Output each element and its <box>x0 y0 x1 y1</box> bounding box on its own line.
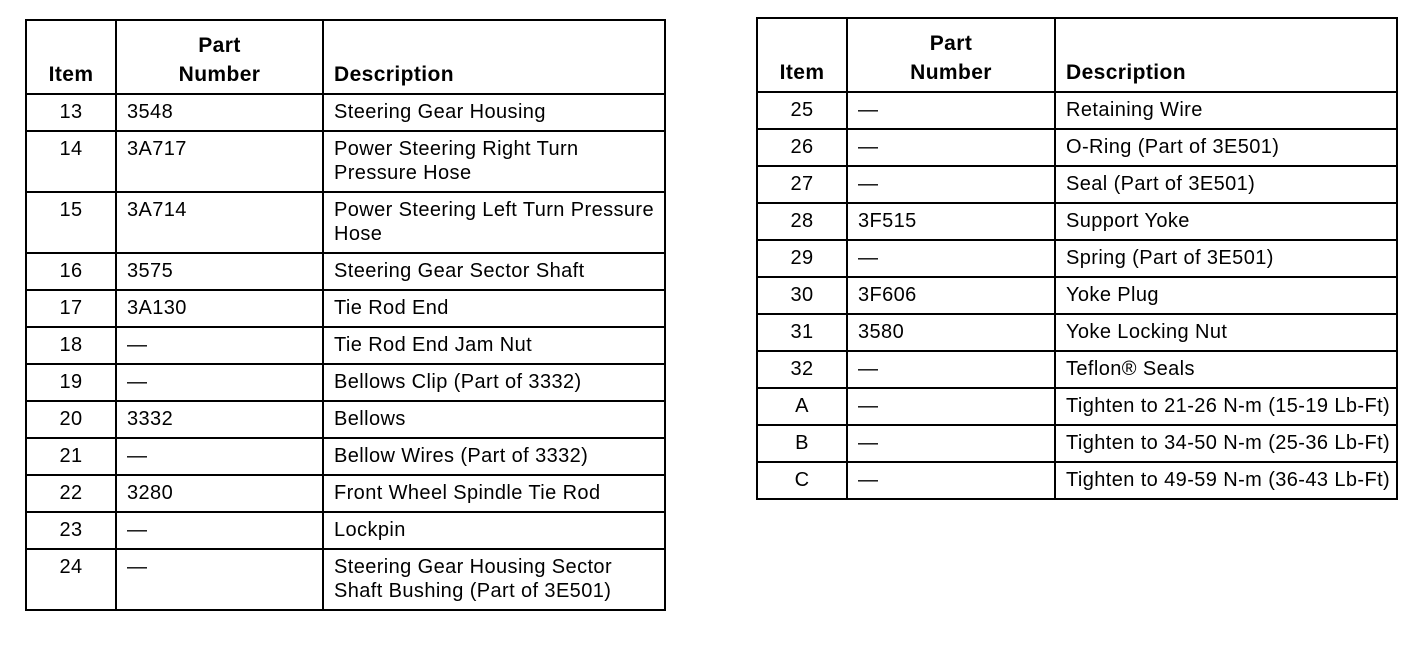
description-cell: Seal (Part of 3E501) <box>1055 166 1397 203</box>
item-cell: 22 <box>26 475 116 512</box>
part-number-cell: — <box>116 438 323 475</box>
table-row <box>757 462 1397 499</box>
description-cell: Support Yoke <box>1055 203 1397 240</box>
description-cell: Tie Rod End <box>323 290 665 327</box>
item-cell: B <box>757 425 847 462</box>
table-row <box>26 327 665 364</box>
item-cell: 24 <box>26 549 116 610</box>
description-cell: Yoke Locking Nut <box>1055 314 1397 351</box>
item-cell: 13 <box>26 94 116 131</box>
part-number-cell: — <box>847 425 1055 462</box>
table-row <box>26 512 665 549</box>
part-number-cell: — <box>847 240 1055 277</box>
part-number-cell: — <box>847 129 1055 166</box>
description-cell: Front Wheel Spindle Tie Rod <box>323 475 665 512</box>
table-row <box>26 401 665 438</box>
description-cell: Steering Gear Sector Shaft <box>323 253 665 290</box>
item-cell: 32 <box>757 351 847 388</box>
item-cell: 18 <box>26 327 116 364</box>
table-row <box>26 253 665 290</box>
header-description: Description <box>323 20 665 94</box>
table-row <box>26 364 665 401</box>
description-cell: Bellows Clip (Part of 3332) <box>323 364 665 401</box>
part-number-cell: 3280 <box>116 475 323 512</box>
header-part-number <box>847 18 1055 92</box>
item-cell: 20 <box>26 401 116 438</box>
description-cell: Power Steering Left Turn Pressure Hose <box>323 192 665 253</box>
item-cell: 26 <box>757 129 847 166</box>
part-number-cell: 3F606 <box>847 277 1055 314</box>
description-cell: Power Steering Right Turn Pressure Hose <box>323 131 665 192</box>
header-row <box>26 20 665 94</box>
header-item: Item <box>26 20 116 94</box>
header-part-number <box>116 20 323 94</box>
table-row <box>757 351 1397 388</box>
part-number-cell: — <box>847 388 1055 425</box>
item-cell: A <box>757 388 847 425</box>
item-cell: 27 <box>757 166 847 203</box>
description-cell: Tighten to 49-59 N-m (36-43 Lb-Ft) <box>1055 462 1397 499</box>
description-cell: Tighten to 34-50 N-m (25-36 Lb-Ft) <box>1055 425 1397 462</box>
item-cell: 25 <box>757 92 847 129</box>
item-cell: 19 <box>26 364 116 401</box>
table-row <box>26 438 665 475</box>
table-row <box>26 475 665 512</box>
part-number-cell: — <box>116 512 323 549</box>
table-row <box>757 240 1397 277</box>
part-number-cell: 3548 <box>116 94 323 131</box>
item-cell: 16 <box>26 253 116 290</box>
parts-table-right <box>756 17 1398 500</box>
item-cell: C <box>757 462 847 499</box>
description-cell: Retaining Wire <box>1055 92 1397 129</box>
header-part-line2: Number <box>178 63 261 86</box>
item-cell: 14 <box>26 131 116 192</box>
part-number-cell: 3575 <box>116 253 323 290</box>
table-row <box>26 192 665 253</box>
description-cell: O-Ring (Part of 3E501) <box>1055 129 1397 166</box>
part-number-cell: 3A714 <box>116 192 323 253</box>
item-cell: 31 <box>757 314 847 351</box>
table-row <box>757 277 1397 314</box>
table-row <box>26 549 665 610</box>
description-cell: Lockpin <box>323 512 665 549</box>
header-item: Item <box>757 18 847 92</box>
part-number-cell: — <box>116 549 323 610</box>
header-description: Description <box>1055 18 1397 92</box>
table-row <box>26 290 665 327</box>
item-cell: 30 <box>757 277 847 314</box>
table-row <box>26 94 665 131</box>
description-cell: Tighten to 21-26 N-m (15-19 Lb-Ft) <box>1055 388 1397 425</box>
description-cell: Bellow Wires (Part of 3332) <box>323 438 665 475</box>
header-row <box>757 18 1397 92</box>
part-number-cell: — <box>847 166 1055 203</box>
part-number-cell: 3332 <box>116 401 323 438</box>
part-number-cell: — <box>847 92 1055 129</box>
item-cell: 29 <box>757 240 847 277</box>
part-number-cell: — <box>116 327 323 364</box>
table-row <box>757 129 1397 166</box>
part-number-cell: 3A717 <box>116 131 323 192</box>
item-cell: 17 <box>26 290 116 327</box>
description-cell: Bellows <box>323 401 665 438</box>
description-cell: Steering Gear Housing Sector Shaft Bushing (Part of 3E501) <box>323 549 665 610</box>
part-number-cell: — <box>116 364 323 401</box>
table-row <box>757 166 1397 203</box>
item-cell: 21 <box>26 438 116 475</box>
table-row <box>757 203 1397 240</box>
header-part-line1: Part <box>929 32 973 55</box>
part-number-cell: — <box>847 351 1055 388</box>
part-number-cell: 3580 <box>847 314 1055 351</box>
table-row <box>757 92 1397 129</box>
description-cell: Yoke Plug <box>1055 277 1397 314</box>
item-cell: 28 <box>757 203 847 240</box>
parts-table-left <box>25 19 666 611</box>
table-row <box>757 425 1397 462</box>
header-part-line1: Part <box>198 34 241 57</box>
description-cell: Tie Rod End Jam Nut <box>323 327 665 364</box>
table-row <box>757 388 1397 425</box>
item-cell: 15 <box>26 192 116 253</box>
part-number-cell: — <box>847 462 1055 499</box>
header-part-line2: Number <box>910 61 992 84</box>
item-cell: 23 <box>26 512 116 549</box>
description-cell: Spring (Part of 3E501) <box>1055 240 1397 277</box>
table-row <box>757 314 1397 351</box>
description-cell: Steering Gear Housing <box>323 94 665 131</box>
part-number-cell: 3A130 <box>116 290 323 327</box>
part-number-cell: 3F515 <box>847 203 1055 240</box>
table-row <box>26 131 665 192</box>
description-cell: Teflon® Seals <box>1055 351 1397 388</box>
